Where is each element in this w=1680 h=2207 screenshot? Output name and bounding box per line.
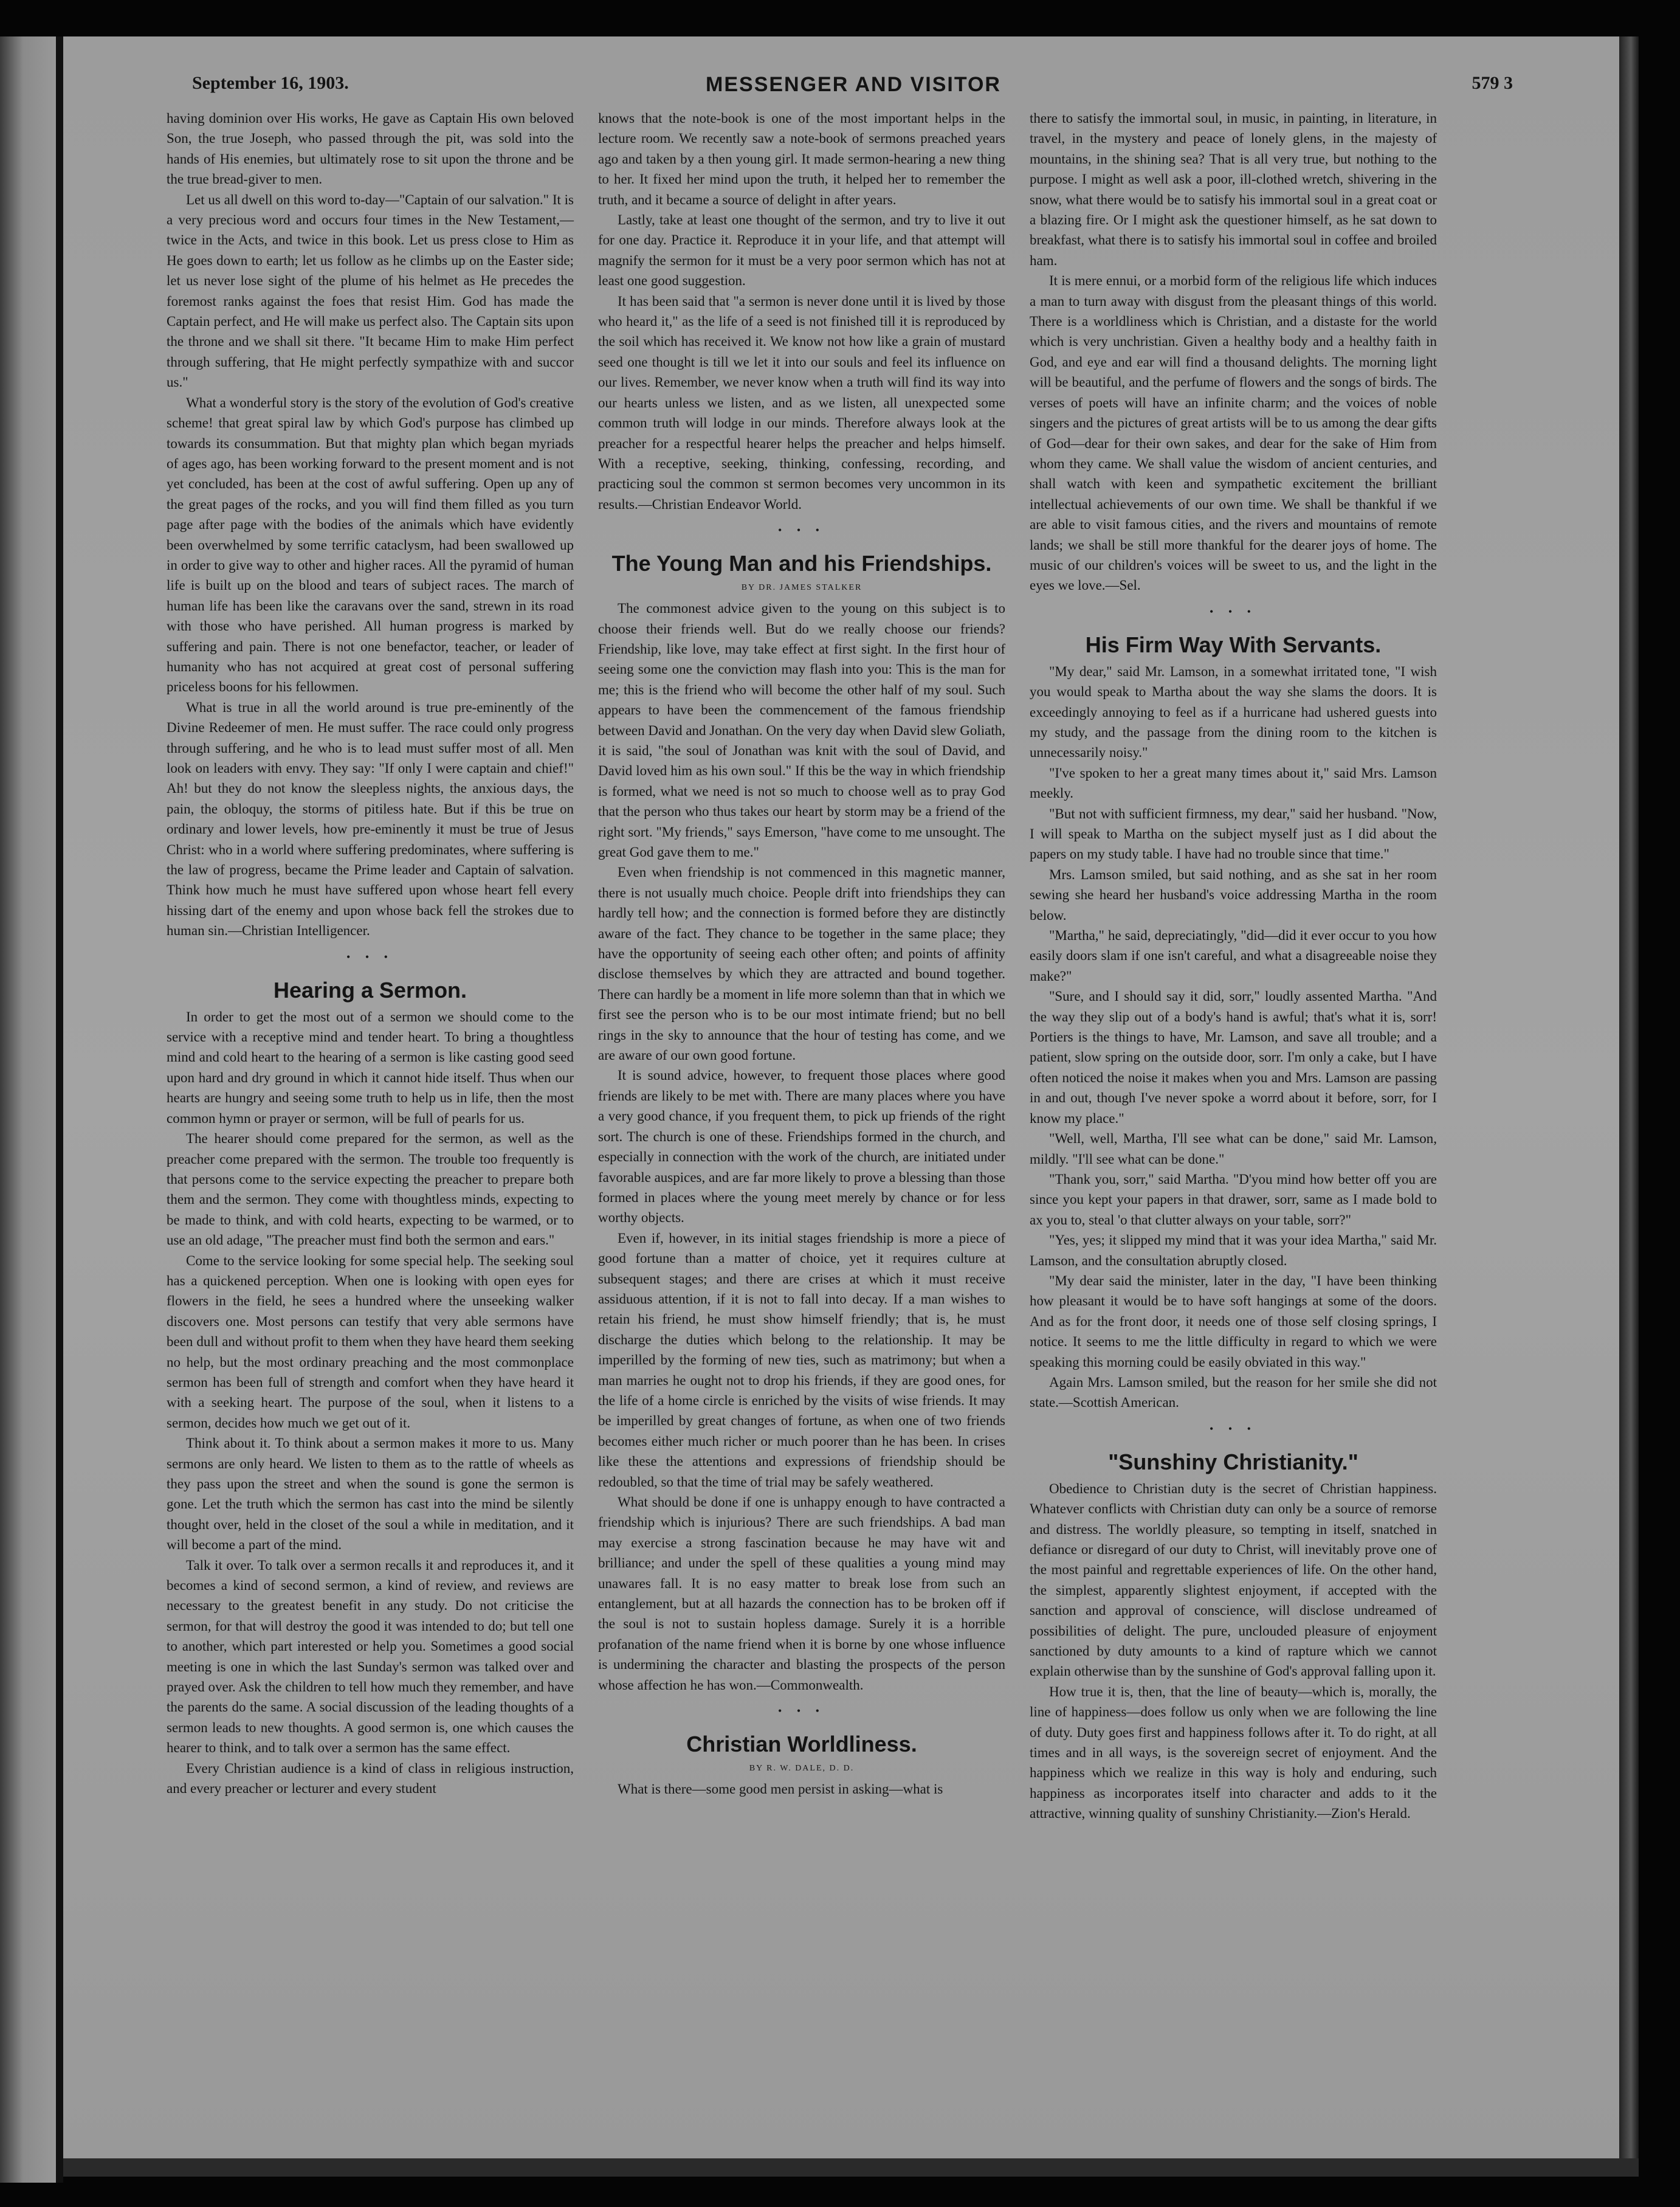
article-title-hearing-a-sermon: Hearing a Sermon. — [273, 977, 467, 1003]
section-ornament: • • • — [778, 524, 825, 537]
paragraph: Even if, however, in its initial stages friendship is more a piece of good fortune than a matter of choice, yet it requires culture at subsequent stages; and there are crises at which it must receive assiduous attention, if it is not to fall into decay. If a man wishes to retain his friend, he must show himself friendly; that is, he must discharge the duties which belong to the relationship. It may be imperilled by the forming of new ties, such as matrimony; but when a man marries he ought not to drop his friends, if they are good ones, for the life of a home circle is enriched by the visits of wise friends. It may be imperilled by great changes of fortune, as when one of two friends becomes either much richer or much poorer than he has been. In crises like these the attentions and expressions of friendship should be redoubled, so that the time of trial may be safely weathered. — [598, 1230, 1005, 1490]
paragraph: "I've spoken to her a great many times about it," said Mrs. Lamson meekly. — [1030, 765, 1437, 801]
paragraph: Every Christian audience is a kind of class in religious instruction, and every preacher or lecturer and every student — [167, 1760, 574, 1797]
paragraph: knows that the note-book is one of the most important helps in the lecture room. We recently saw a note-book of sermons preached years ago and taken by a then young girl. It made sermon-hearing a new thing to her. It fixed her mind upon the truth, it helped her to remember the truth, and it became a source of delight in after years. — [598, 111, 1005, 207]
column-3 — [1030, 108, 1437, 1824]
paragraph: Obedience to Christian duty is the secret of Christian happiness. Whatever conflicts with Christian duty can only be a source of remorse and distress. The worldly pleasure, so tempting in itself, snatched in defiance or disregard of our duty to Christ, will inevitably prove one of the most painful and regrettable experiences of life. On the other hand, the simplest, apparently slightest enjoyment, if accepted with the sanction and approval of conscience, will disclose undreamed of possibilities of delight. The pure, unclouded pleasure of enjoyment sanctioned by duty amounts to a kind of rapture which we cannot explain otherwise than by the sunshine of God's approval falling upon it. — [1030, 1480, 1437, 1679]
paragraph: Let us all dwell on this word to-day—"Captain of our salvation." It is a very precious word and occurs four times in the New Testament,—twice in the Acts, and twice in this book. Let us press close to Him as He goes down to earth; let us follow as he climbs up on the Easter side; let us never lose sight of the plume of his helmet as He precedes the foremost ranks against the foes that resist Him. God has made the Captain perfect, and He will make us perfect also. The Captain sits upon the throne and we shall sit there. "It became Him to make Him perfect through suffering, that He might perfectly sympathize with and succor us." — [167, 192, 574, 390]
page-number: 579 3 — [1472, 73, 1513, 93]
masthead-title: MESSENGER AND VISITOR — [706, 73, 1001, 96]
paragraph: "Martha," he said, depreciatingly, "did—did it ever occur to you how easily doors slam if one isn't careful, and what a disagreeable noise they make?" — [1030, 928, 1437, 984]
paragraph: Talk it over. To talk over a sermon recalls it and reproduces it, and it becomes a kind of second sermon, a kind of review, and reviews are necessary to the greatest benefit in any study. Do not criticise the sermon, for that will destroy the good it was intended to do; but tell one to another, which part interested or help you. Sometimes a good social meeting is one in which the last Sunday's sermon was talked over and prayed over. Ask the children to tell how much they remember, and have the parents do the same. A social discussion of the leading thoughts of a sermon leads to new thoughts. A good sermon is, one which causes the hearer to think, and to talk over a sermon has the same effect. — [167, 1557, 574, 1756]
paragraph: What a wonderful story is the story of the evolution of God's creative scheme! that great spiral law by which God's purpose has climbed up towards its consummation. But that mighty plan which began myriads of ages ago, has been working forward to the present moment and is not yet concluded, has been at the cost of awful suffering. Open up any of the great pages of the rocks, and you will find them filled as you turn page after page with the bodies of the animals which have evidently been overwhelmed by some terrific cataclysm, had been swallowed up in order to give way to other and higher races. All the pyramid of human life is built up on the blood and tears of subject races. The march of human life has been like the caravans over the sand, strewn in its road with those who have perished. All human progress is marked by suffering and pain. There is not one benefactor, teacher, or leader of humanity who has not acquired at great cost of personal suffering priceless boons for his fellowmen. — [167, 395, 574, 695]
column-1 — [167, 108, 574, 1799]
paragraph: Again Mrs. Lamson smiled, but the reason for her smile she did not state.—Scottish American. — [1030, 1374, 1437, 1411]
adjacent-page-edge — [0, 36, 58, 2183]
paragraph: there to satisfy the immortal soul, in music, in painting, in literature, in travel, in the mystery and peace of lonely glens, in the majesty of mountains, in the shining sea? That is all very true, but nothing to the purpose. I might as well ask a poor, ill-clothed wretch, shivering in the snow, what there would be to satisfy his immortal soul in a great coat or a blazing fire. Or I might ask the questioner himself, as he sat down to breakfast, what there is to satisfy his immortal soul in coffee and broiled ham. — [1030, 111, 1437, 268]
paragraph: "Thank you, sorr," said Martha. "D'you mind how better off you are since you kept your papers in that drawer, sorr, same as I made bold to ax you to, steal 'o that clutter always on your table, sorr?" — [1030, 1171, 1437, 1228]
paragraph: How true it is, then, that the line of beauty—which is, morally, the line of happiness—does follow us only when we are following the line of duty. Duty goes first and happiness follows after it. To do right, at all times and in all ways, is the sovereign secret of enjoyment. And the happiness which we realize in this way is holy and enduring, such happiness as incorporates itself into character and adds to it the attractive, winning quality of sunshiny Christianity.—Zion's Herald. — [1030, 1684, 1437, 1822]
paragraph: The hearer should come prepared for the sermon, as well as the preacher come prepared with the sermon. The trouble too frequently is that persons come to the service expecting the preacher to prepare both them and the sermon. They come with thoughtless minds, expecting to be made to think, and with cold hearts, expecting to be warmed, or to use an old adage, "The preacher must find both the sermon and ears." — [167, 1131, 574, 1248]
paragraph: "But not with sufficient firmness, my dear," said her husband. "Now, I will speak to Martha on the subject myself just as I did about the papers on my study table. I have had no trouble since that time." — [1030, 806, 1437, 862]
section-ornament: • • • — [1210, 1422, 1257, 1435]
paragraph: "My dear said the minister, later in the day, "I have been thinking how pleasant it would be to have soft hangings at some of the doors. And as for the front door, it needs one of those self closing springs, I notice. It seems to me the little difficulty in regard to which we were speaking this morning could be easily obviated in this way." — [1030, 1273, 1437, 1370]
article-title-christian-worldliness: Christian Worldliness. — [686, 1732, 917, 1757]
article-title-young-man-friendships: The Young Man and his Friendships. — [611, 551, 992, 576]
header-date: September 16, 1903. — [192, 73, 349, 93]
paragraph: Lastly, take at least one thought of the sermon, and try to live it out for one day. Practice it. Reproduce it in your life, and that attempt will magnify the sermon for it must be a very poor sermon which has not at least one good suggestion. — [598, 212, 1005, 289]
paragraph: "Well, well, Martha, I'll see what can be done," said Mr. Lamson, mildly. "I'll see what can be done." — [1030, 1131, 1437, 1167]
section-ornament: • • • — [778, 1705, 825, 1718]
paragraph: In order to get the most out of a sermon we should come to the service with a receptive mind and tender heart. To bring a thoughtless mind and cold heart to the hearing of a sermon is like casting good seed upon hard and dry ground in which it cannot hide itself. Thus when our hearts are hungry and seeing some truth to help us in life, then the most common hymn or prayer or sermon, will be full of pearls for us. — [167, 1009, 574, 1126]
page-bottom-edge — [63, 2158, 1639, 2177]
column-2 — [598, 108, 1005, 1799]
article-title-sunshiny-christianity: "Sunshiny Christianity." — [1108, 1449, 1358, 1474]
article-byline: BY R. W. DALE, D. D. — [749, 1764, 855, 1774]
paragraph: What is true in all the world around is true pre-eminently of the Divine Redeemer of men. He must suffer. The race could only progress through suffering, and he who is to lead must suffer most of all. Men look on leaders with envy. They say: "If only I were captain and chief!" Ah! but they do not know the sleepless nights, the anxious days, the pain, the obloquy, the storms of pitiless hate. But if this be true on ordinary and lower levels, how pre-eminently it must be true of Jesus Christ: who in a world where suffering predominates, where suffering is the law of progress, became the Prime leader and Captain of salvation. Think how much he must have suffered upon whose heart fell every hissing dart of the enemy and upon whose back fell the strokes due to human sin.—Christian Intelligencer. — [167, 699, 574, 939]
paragraph: "My dear," said Mr. Lamson, in a somewhat irritated tone, "I wish you would speak to Martha about the way she slams the doors. It is exceedingly annoying to feel as if a hurricane had ushered guests into my study, and the passage from the dining room to the kitchen is unnecessarily noisy." — [1030, 663, 1437, 761]
article-title-firm-way-with-servants: His Firm Way With Servants. — [1085, 632, 1382, 657]
paragraph: Mrs. Lamson smiled, but said nothing, and as she sat in her room sewing she heard her husband's voice addressing Martha in the room below. — [1030, 866, 1437, 923]
paragraph: It is sound advice, however, to frequent those places where good friends are likely to be met with. There are many places where you have a very good chance, if you frequent them, to pick up friends of the right sort. The church is one of these. Friendships formed in the church, and especially in connection with the work of the church, are initiated under favorable auspices, and are far more likely to prove a blessing than those formed in places where the young meet merely by chance or for less worthy objects. — [598, 1068, 1005, 1226]
section-ornament: • • • — [1210, 605, 1257, 618]
paragraph: It is mere ennui, or a morbid form of the religious life which induces a man to turn away with disgust from the pleasant things of this world. There is a worldliness which is Christian, and a distaste for the world which is very unchristian. Given a healthy body and a healthy faith in God, and eye and ear will find a thousand delights. The morning light will be beautiful, and the perfume of flowers and the songs of birds. The verses of poets will have an infinite charm; and the voices of noble singers and the pictures of great artists will be to us among the dear gifts of God—dear for their own sakes, and dear for the sake of Him from whom they came. We shall value the wisdom of ancient centuries, and shall watch with keen and sympathetic excitement the brilliant intellectual achievements of our own time. We shall be thankful if we are able to visit famous cities, and the rivers and mountains of remote lands; we shall be still more thankful for the dearer joys of home. The music of our children's voices will be sweet to us, and the light in the eyes we love.—Sel. — [1030, 273, 1437, 593]
paragraph: "Sure, and I should say it did, sorr," loudly assented Martha. "And the way they slip out of a body's hand is awful; that's what it is, sorr! Portiers is the things to have, Mr. Lamson, and save all trouble; and a patient, slow spring on the outside door, sorr. I'm only a cake, but I have often noticed the noise it makes when you and Mrs. Lamson are passing in and out, though I've never spoke a worrd about it before, sorr, for I know my place." — [1030, 989, 1437, 1126]
paragraph: The commonest advice given to the young on this subject is to choose their friends well. But do we really choose our friends? Friendship, like love, may take effect at first sight. In the first hour of seeing some one the conviction may flash into you: This is the man for me; this is the friend who will become the other half of my soul. Such appears to have been the commencement of the famous friendship between David and Jonathan. On the very day when David slew Goliath, it is said, "the soul of Jonathan was knit with the soul of David, and David loved him as his own soul." If this be the way in which friendship is formed, what we need is not so much to choose well as to pray God that the person who thus takes our heart by storm may be a friend of the right sort. "My friends," says Emerson, "have come to me unsought. The great God gave them to me." — [598, 601, 1006, 860]
section-ornament: • • • — [346, 950, 394, 963]
paragraph: Think about it. To think about a sermon makes it more to us. Many sermons are only heard. We listen to them as to the rattle of wheels as they pass upon the street and when the sound is gone the sermon is gone. Let the truth which the sermon has cast into the mind be silently thought over, held in the closet of the soul a while in meditation, and it will become a part of the mind. — [167, 1435, 574, 1553]
paragraph: Come to the service looking for some special help. The seeking soul has a quickened perception. When one is looking with open eyes for flowers in the field, he sees a hundred where the unseeking walker discovers one. Most persons can testify that very able sermons have been dull and without profit to them when they have heard them seeking no help, but the most ordinary preaching and the most commonplace sermon has been full of strength and comfort when they have heard it with a seeking heart. The purpose of the soul, when it listens to a sermon, decides how much we get out of it. — [167, 1252, 574, 1431]
paragraph: Even when friendship is not commenced in this magnetic manner, there is not usually much choice. People drift into friendships they can hardly tell how; and the connection is formed before they are distinctly aware of the fact. They chance to be together in the same place; they have the opportunity of seeing each other often; and points of affinity disclose themselves by which they are attracted and bound together. There can hardly be a moment in life more solemn than that in which we first see the person who is to be our most intimate friend; but no bell rings in the sky to announce that the hour of testing has come, and we are aware of our own good fortune. — [598, 865, 1005, 1063]
paragraph: "Yes, yes; it slipped my mind that it was your idea Martha," said Mr. Lamson, and the consultation abruptly closed. — [1030, 1232, 1437, 1268]
article-byline: BY DR. JAMES STALKER — [741, 583, 862, 593]
paragraph: What is there—some good men persist in asking—what is — [618, 1781, 943, 1797]
paragraph: What should be done if one is unhappy enough to have contracted a friendship which is injurious? There are such friendships. A bad man may exercise a strong fascination because he may have wit and brilliance; and under the spell of these qualities a young mind may unawares fall. It is no easy matter to break lose from such an entanglement, but at all hazards the connection has to be broken off if the soul is not to sustain hopless damage. Surely it is a horrible profanation of the name friend when it is borne by one whose influence is undermining the character and blasting the prospects of the person whose affection he has won.—Commonwealth. — [598, 1494, 1005, 1693]
paragraph: having dominion over His works, He gave as Captain His own beloved Son, the true Joseph, who passed through the pit, was sold into the hands of His enemies, but ultimately rose to sit upon the throne and be the true bread-giver to men. — [167, 111, 574, 187]
newspaper-page — [63, 36, 1619, 2158]
page-gutter — [56, 36, 63, 2183]
page-right-edge — [1619, 36, 1639, 2164]
paragraph: It has been said that "a sermon is never done until it is lived by those who heard it," as the life of a seed is not finished till it is reproduced by the soil which has received it. We know not how like a grain of mustard seed one thought is till we let it into our souls and feel its influence on our lives. Remember, we never know when a truth will find its way into our hearts unless we listen, and as we listen, all unexpected some common truth will lodge in our minds. Therefore always look at the preacher for a respectful hearer helps the preacher and helps himself. With a receptive, seeking, thinking, confessing, recording, and practicing soul the common st sermon becomes very uncommon in its results.—Christian Endeavor World. — [598, 293, 1005, 512]
